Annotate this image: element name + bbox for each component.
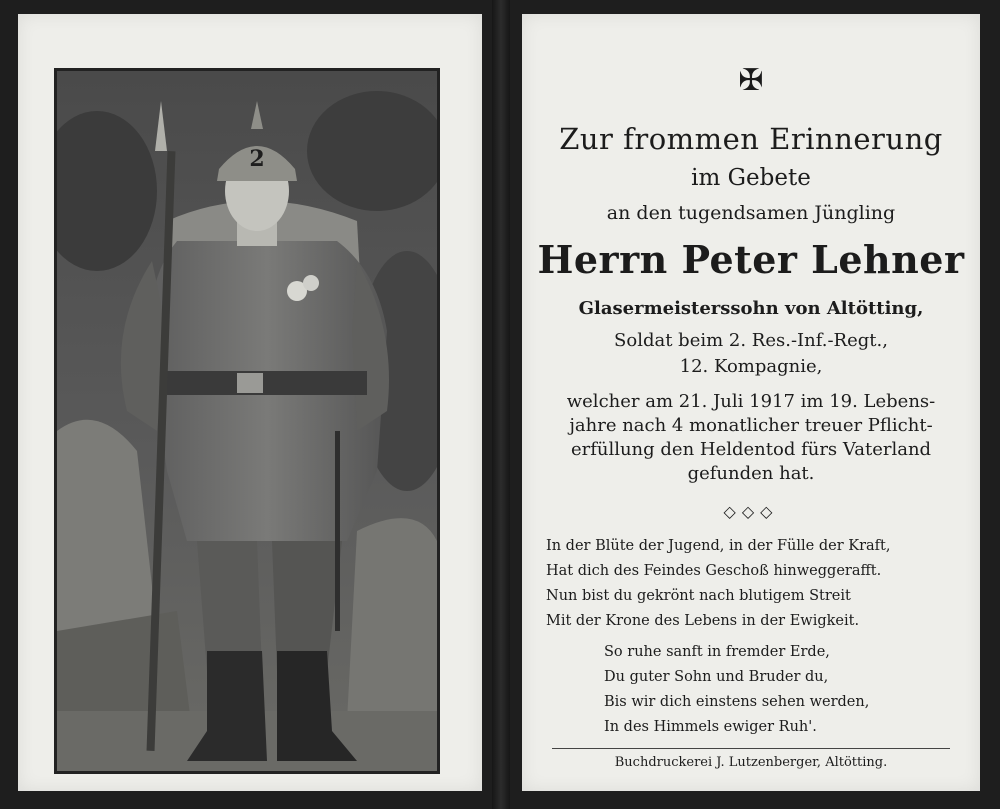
military-unit-line1: Soldat beim 2. Res.-Inf.-Regt., (614, 330, 888, 351)
left-card (18, 14, 482, 791)
poem-line: So ruhe sanft in fremder Erde, (604, 644, 830, 660)
diamond-ornament-icon: ◇◇◇ (723, 502, 779, 521)
poem-stanza-1 (546, 534, 966, 634)
deceased-name: Herrn Peter Lehner (537, 237, 965, 282)
helmet-number: 2 (249, 146, 265, 172)
soldier-portrait-image (57, 71, 437, 771)
poem-line: Du guter Sohn und Bruder du, (604, 669, 829, 685)
biography-line: jahre nach 4 monatlicher treuer Pflicht- (569, 415, 933, 436)
deceased-occupation: Glasermeisterssohn von Altötting, (578, 298, 924, 319)
poem-line: In des Himmels ewiger Ruh'. (604, 719, 817, 735)
printer-credit: Buchdruckerei J. Lutzenberger, Altötting. (614, 755, 888, 770)
biography-line: erfüllung den Heldentod fürs Vaterland (570, 439, 932, 460)
poem-line: Mit der Krone des Lebens in der Ewigkeit. (546, 613, 860, 629)
poem-line: In der Blüte der Jugend, in der Fülle der Kraft, (546, 538, 891, 554)
biography-line: welcher am 21. Juli 1917 im 19. Lebens- (566, 391, 936, 412)
poem-line: Hat dich des Feindes Geschoß hinweggerafft. (546, 563, 882, 579)
memorial-subtitle-youth: an den tugendsamen Jüngling (606, 202, 896, 224)
poem-line: Nun bist du gekrönt nach blutigem Streit (546, 588, 851, 604)
military-unit-line2: 12. Kompagnie, (679, 356, 823, 377)
biography-text (544, 390, 958, 486)
poem-stanza-2 (604, 640, 964, 740)
divider (552, 748, 950, 749)
cross-icon: ✠ (738, 63, 764, 98)
card-fold (492, 0, 510, 809)
memorial-subtitle-prayer: im Gebete (691, 165, 811, 191)
biography-line: gefunden hat. (687, 463, 815, 484)
memorial-text-card (522, 14, 980, 791)
poem-line: Bis wir dich einstens sehen werden, (604, 694, 870, 710)
memorial-title: Zur frommen Erinnerung (559, 122, 943, 156)
soldier-portrait-photo (54, 68, 440, 774)
